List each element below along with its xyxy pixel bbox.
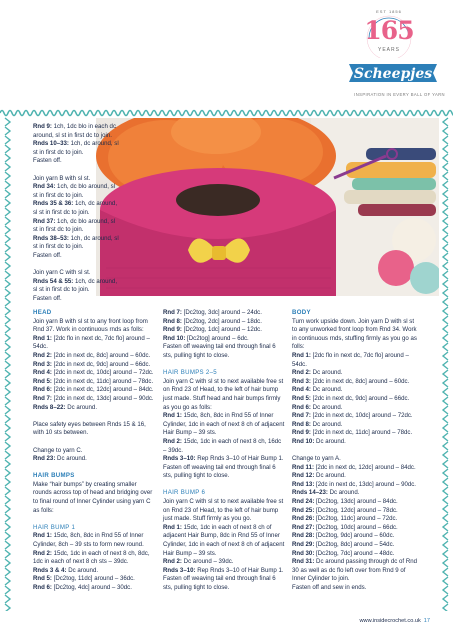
paragraph-gap [163, 481, 285, 490]
round-instruction: Rnd 34: 1ch, dc blo around, sl st in first dc to join. [33, 183, 115, 199]
subsection-heading: HAIR BUMPS 2–5 [163, 369, 217, 377]
round-instruction: Rnd 30: [Dc2tog, 7dc] around – 48dc. [292, 549, 395, 557]
instruction-text: Fasten off. [33, 251, 62, 259]
chevron-mark [5, 550, 10, 558]
round-instruction: Rnd 2: [2dc in next dc, 8dc] around – 60dc. [33, 351, 151, 359]
round-instruction: Rnds 14–23: Dc around. [292, 489, 360, 497]
round-instruction: Rnd 6: [2dc in next dc, 12dc] around – 84dc. [33, 386, 154, 394]
chevron-mark [5, 253, 10, 261]
round-label: Rnd 2: [163, 558, 182, 566]
chevron-mark [443, 550, 448, 558]
chevron-mark [443, 586, 448, 594]
brand-wordmark [345, 60, 441, 86]
hair-bumps-column [163, 309, 285, 593]
paragraph-gap [33, 464, 155, 473]
chevron-mark [5, 415, 10, 423]
chevron-mark [5, 352, 10, 360]
chevron-mark [5, 577, 10, 585]
round-label: Rnd 9: [292, 429, 311, 437]
chevron-mark [5, 307, 10, 315]
round-instruction: Rnd 5: [2dc in next dc, 11dc] around – 78dc. [33, 377, 154, 385]
chevron-mark [443, 595, 448, 603]
chevron-mark [5, 379, 10, 387]
chevron-mark [443, 244, 448, 252]
round-instruction: Rnd 12: Dc around. [292, 472, 346, 480]
chevron-mark [443, 424, 448, 432]
chevron-mark [5, 316, 10, 324]
chevron-mark [443, 352, 448, 360]
round-instruction: Rnd 10: Dc around. [292, 437, 346, 445]
round-label: Rnds 38–53: [33, 234, 69, 242]
chevron-mark [5, 487, 10, 495]
chevron-mark [5, 433, 10, 441]
instruction-text: Join yarn B with sl st to any front loop from Rnd 37. Work in continuous rnds as folls: [33, 317, 148, 334]
round-label: Rnd 12: [292, 472, 315, 480]
paragraph-gap [33, 412, 155, 421]
round-label: Rnd 30: [292, 549, 315, 557]
chevron-mark [5, 397, 10, 405]
chevron-mark [5, 145, 10, 153]
crochet-toy-photo [96, 118, 439, 296]
intro-column [33, 123, 121, 303]
round-label: Rnd 28: [292, 532, 315, 540]
chevron-mark [443, 559, 448, 567]
round-label: Rnd 6: [33, 386, 52, 394]
chevron-mark [5, 262, 10, 270]
round-instruction: Rnd 31: Dc around passing through dc of Rnd 30 as well as dc flo left over from Rnd 9 of Inner Cylinder to join. [292, 558, 418, 583]
round-label: Rnd 8: [292, 420, 311, 428]
round-instruction: Rnd 1: [2dc flo in next dc, 7dc flo] around – 54dc. [33, 334, 150, 351]
round-label: Rnd 6: [33, 584, 52, 591]
chevron-mark [443, 163, 448, 171]
round-label: Rnd 37: [33, 217, 56, 225]
chevron-mark [5, 469, 10, 477]
chevron-mark [5, 280, 10, 288]
paragraph-gap [163, 361, 285, 370]
round-label: Rnd 1: [163, 412, 182, 420]
round-instruction: Rnd 6: Dc around. [292, 403, 343, 411]
paragraph-gap [33, 515, 155, 524]
round-label: Rnd 34: [33, 183, 56, 191]
chevron-mark [443, 487, 448, 495]
round-label: Rnd 4: [292, 386, 311, 394]
brand-tagline: INSPIRATION IN EVERY BALL OF YARN [354, 92, 445, 97]
round-label: Rnd 29: [292, 541, 315, 549]
round-label: Rnd 31: [292, 558, 315, 566]
round-label: Rnds 3 & 4: [33, 566, 67, 574]
round-label: Rnd 4: [33, 369, 52, 377]
chevron-mark [443, 532, 448, 540]
chevron-mark [443, 271, 448, 279]
chevron-mark [443, 523, 448, 531]
scheepjes-logo [345, 8, 447, 108]
round-label: Rnd 10: [163, 334, 186, 342]
chevron-mark [443, 577, 448, 585]
chevron-mark [443, 208, 448, 216]
chevron-mark [443, 370, 448, 378]
instruction-text: Fasten off weaving tail end through final 6 sts, pulling tight to close. [163, 343, 276, 359]
chevron-mark [443, 199, 448, 207]
chevron-mark [443, 325, 448, 333]
round-label: Rnd 9: [33, 123, 52, 130]
instruction-text: Fasten off. [33, 157, 62, 165]
page-number: 17 [423, 618, 430, 624]
round-instruction: Rnd 3: [2dc in next dc, 9dc] around – 66dc. [33, 360, 151, 368]
round-label: Rnds 3–10: [163, 566, 196, 574]
round-instruction: Rnd 7: [2dc in next dc, 10dc] around – 72dc. [292, 412, 413, 420]
paragraph-gap [292, 447, 417, 456]
section-heading: HEAD [33, 309, 52, 316]
round-instruction: Rnd 27: [Dc2tog, 10dc] around – 66dc. [292, 523, 398, 531]
chevron-mark [5, 163, 10, 171]
round-label: Rnd 10: [292, 437, 315, 445]
badge-years: YEARS [378, 47, 400, 53]
chevron-mark [5, 559, 10, 567]
round-instruction: Rnd 7: [2dc in next dc, 13dc] around – 90dc. [33, 394, 154, 402]
chevron-mark [5, 154, 10, 162]
page-footer [310, 618, 430, 624]
round-instruction: Rnd 2: 15dc, 1dc in each of next 8 ch, 8dc, 1dc in each of next 8 ch sts – 39dc. [33, 549, 150, 566]
chevron-mark [443, 136, 448, 144]
round-label: Rnd 2: [33, 351, 52, 359]
instruction-text: Make “hair bumps” by creating smaller rounds across top of head and bridging over to final round of Inner Cylinder using yarn C as folls: [33, 480, 153, 514]
round-label: Rnd 7: [292, 412, 311, 420]
chevron-mark [443, 388, 448, 396]
round-instruction: Rnd 4: Dc around. [292, 386, 343, 394]
round-instruction: Rnd 1: [2dc flo in next dc, 7dc flo] around – 54dc. [292, 351, 409, 368]
chevron-mark [443, 460, 448, 468]
round-instruction: Rnd 24: [Dc2tog, 13dc] around – 84dc. [292, 498, 398, 506]
footer-url[interactable]: www.insidecrochet.co.uk [359, 618, 421, 624]
chevron-mark [5, 442, 10, 450]
round-instruction: Rnd 2: Dc around. [292, 369, 343, 377]
chevron-mark [443, 451, 448, 459]
chevron-mark [5, 541, 10, 549]
instruction-text: Fasten off. [33, 294, 62, 302]
chevron-mark [443, 442, 448, 450]
round-instruction: Rnd 9: [2dc in next dc, 11dc] around – 78dc. [292, 429, 413, 437]
round-instruction: Rnds 3–10: Rep Rnds 3–10 of Hair Bump 1. Fasten off weaving tail end through final 6 sts, pulling tight to close. [163, 566, 284, 591]
round-instruction: Rnd 6: [Dc2tog, 4dc] around – 30dc. [33, 584, 132, 591]
instruction-text: Join yarn B with sl st. [33, 174, 91, 182]
chevron-mark [5, 271, 10, 279]
chevron-mark [5, 604, 10, 611]
chevron-mark [5, 325, 10, 333]
round-label: Rnd 24: [292, 498, 315, 506]
chevron-mark [5, 235, 10, 243]
chevron-mark [443, 496, 448, 504]
chevron-mark [5, 208, 10, 216]
round-label: Rnd 2: [33, 549, 52, 557]
chevron-mark [5, 478, 10, 486]
round-instruction: Rnd 11: [2dc in next dc, 12dc] around – 84dc. [292, 463, 416, 471]
round-instruction: Rnds 10–33: 1ch, dc around, sl st in first dc to join. [33, 140, 119, 156]
round-instruction: Rnd 8: Dc around. [292, 420, 343, 428]
round-instruction: Rnds 54 & 55: 1ch, dc around, sl st in first dc to join. [33, 277, 118, 294]
instruction-text: Place safety eyes between Rnds 15 & 16, with 10 sts between. [33, 420, 146, 437]
chevron-mark [443, 280, 448, 288]
instruction-text: Turn work upside down. Join yarn D with sl st to any unworked front loop from Rnd 34. Work in continuous rnds, stuffing firmly as you go as folls: [292, 317, 417, 351]
round-instruction: Rnd 1: 15dc, 1dc in each of next 8 ch of adjacent Hair Bump, 8dc in Rnd 55 of Inner Cylinder, 1dc in each of next 8 ch of adjacent Hair Bump – 39 sts. [163, 523, 285, 557]
chevron-mark [5, 127, 10, 135]
section-heading: HAIR BUMPS [33, 472, 75, 480]
round-instruction: Rnd 2: Dc around – 39dc. [163, 558, 234, 566]
chevron-mark [5, 199, 10, 207]
chevron-mark [443, 568, 448, 576]
round-instruction: Rnd 28: [Dc2tog, 9dc] around – 60dc. [292, 532, 395, 540]
paragraph-gap [33, 438, 155, 447]
round-label: Rnd 25: [292, 506, 315, 514]
instruction-text: Join yarn C with sl st to next available free st on Rnd 23 of Head, to the left of hair bump just made. Stuff head and hair bumps firmly as you go as folls: [163, 377, 284, 411]
chevron-mark [5, 586, 10, 594]
round-label: Rnd 5: [292, 394, 311, 402]
round-label: Rnd 7: [163, 309, 182, 316]
chevron-mark [5, 244, 10, 252]
chevron-mark [5, 289, 10, 297]
chevron-mark [5, 514, 10, 522]
round-label: Rnd 27: [292, 523, 315, 531]
chevron-mark [443, 433, 448, 441]
round-instruction: Rnd 9: [Dc2tog, 1dc] around – 12dc. [163, 326, 262, 334]
round-label: Rnd 5: [33, 575, 52, 583]
chevron-mark [443, 343, 448, 351]
chevron-mark [443, 379, 448, 387]
chevron-mark [5, 172, 10, 180]
round-label: Rnds 35 & 36: [33, 200, 74, 208]
chevron-mark [5, 424, 10, 432]
round-instruction: Rnds 8–22: Dc around. [33, 403, 98, 411]
round-label: Rnd 13: [292, 480, 315, 488]
round-instruction: Rnd 37: 1ch, dc blo around, sl st in first dc to join. [33, 217, 115, 234]
chevron-mark [5, 451, 10, 459]
round-instruction: Rnd 25: [Dc2tog, 12dc] around – 78dc. [292, 506, 398, 514]
chevron-mark [443, 118, 448, 126]
round-label: Rnd 8: [163, 317, 182, 325]
round-instruction: Rnd 1: 15dc, 8ch, 8dc in Rnd 55 of Inner Cylinder, 8ch – 39 sts to form new round. [33, 532, 144, 549]
round-label: Rnds 3–10: [163, 455, 196, 463]
chevron-mark [443, 307, 448, 315]
round-label: Rnd 7: [33, 394, 52, 402]
round-label: Rnd 9: [163, 326, 182, 334]
round-label: Rnds 8–22: [33, 403, 66, 411]
chevron-mark [443, 415, 448, 423]
round-label: Rnd 1: [292, 351, 311, 359]
chevron-mark [443, 604, 448, 611]
chevron-mark [5, 406, 10, 414]
round-label: Rnd 1: [33, 334, 52, 342]
round-instruction: Rnds 3–10: Rep Rnds 3–10 of Hair Bump 1. Fasten off weaving tail end through final 6 sts, pulling tight to close. [163, 455, 284, 480]
round-instruction: Rnd 2: 15dc, 1dc in each of next 8 ch, 16dc – 39dc. [163, 437, 282, 454]
body-column [292, 309, 417, 593]
round-label: Rnd 2: [163, 437, 182, 445]
round-instruction: Rnd 7: [Dc2tog, 3dc] around – 24dc. [163, 309, 262, 316]
round-instruction: Rnd 4: [2dc in next dc, 10dc] around – 72dc. [33, 369, 154, 377]
round-instruction: Rnd 3: [2dc in next dc, 8dc] around – 60dc. [292, 377, 410, 385]
chevron-mark [443, 217, 448, 225]
right-chevron-border [439, 116, 453, 611]
chevron-mark [5, 136, 10, 144]
chevron-mark [443, 127, 448, 135]
chevron-mark [443, 145, 448, 153]
badge-est: EST 1856 [376, 9, 402, 14]
round-label: Rnd 1: [163, 523, 182, 531]
instruction-text: Join yarn C with sl st. [33, 269, 91, 277]
instruction-text: Change to yarn C. [33, 446, 83, 454]
chevron-mark [5, 334, 10, 342]
subsection-heading: HAIR BUMP 1 [33, 523, 76, 531]
paragraph-gap [33, 261, 121, 270]
chevron-mark [443, 397, 448, 405]
round-instruction: Rnd 29: [Dc2tog, 8dc] around – 54dc. [292, 541, 395, 549]
chevron-mark [443, 298, 448, 306]
round-instruction: Rnd 5: [Dc2tog, 11dc] around – 36dc. [33, 575, 135, 583]
round-instruction: Rnd 1: 15dc, 8ch, 8dc in Rnd 55 of Inner Cylinder, 1dc in each of next 8 ch of adjacent Hair Bump – 39 sts. [163, 412, 285, 437]
chevron-mark [5, 388, 10, 396]
chevron-mark [5, 343, 10, 351]
instruction-text: Fasten off and sew in ends. [292, 584, 367, 591]
round-label: Rnd 5: [33, 377, 52, 385]
chevron-mark [5, 361, 10, 369]
badge-number: 165 [364, 16, 414, 45]
chevron-mark [443, 334, 448, 342]
chevron-mark [5, 496, 10, 504]
round-label: Rnd 1: [33, 532, 52, 540]
paragraph-gap [33, 166, 121, 175]
chevron-mark [443, 181, 448, 189]
chevron-mark [443, 406, 448, 414]
instruction-text: Join yarn C with sl st to next available free st on Rnd 23 of Head, to the left of hair bump just made. Stuff firmly as you go. [163, 498, 284, 523]
chevron-mark [5, 370, 10, 378]
chevron-mark [443, 316, 448, 324]
chevron-mark [443, 226, 448, 234]
chevron-mark [5, 190, 10, 198]
chevron-mark [443, 541, 448, 549]
chevron-mark [443, 253, 448, 261]
round-instruction: Rnd 26: [Dc2tog, 11dc] around – 72dc. [292, 515, 398, 523]
chevron-mark [5, 532, 10, 540]
round-label: Rnd 6: [292, 403, 311, 411]
round-instruction: Rnd 8: [Dc2tog, 2dc] around – 18dc. [163, 317, 262, 325]
chevron-mark [5, 181, 10, 189]
round-label: Rnd 3: [33, 360, 52, 368]
chevron-mark [5, 595, 10, 603]
section-heading: BODY [292, 309, 311, 316]
chevron-mark [443, 514, 448, 522]
chevron-mark [5, 568, 10, 576]
round-instruction: Rnds 38–53: 1ch, dc around, sl st in first dc to join. [33, 234, 119, 251]
chevron-mark [443, 478, 448, 486]
chevron-mark [5, 118, 10, 126]
chevron-mark [5, 226, 10, 234]
chevron-mark [443, 262, 448, 270]
round-label: Rnd 26: [292, 515, 315, 523]
round-instruction: Rnds 3 & 4: Dc around. [33, 566, 99, 574]
chevron-mark [443, 289, 448, 297]
chevron-mark [443, 361, 448, 369]
round-instruction: Rnd 5: [2dc in next dc, 9dc] around – 66dc. [292, 394, 410, 402]
round-label: Rnds 14–23: [292, 489, 328, 497]
round-label: Rnds 54 & 55: [33, 277, 74, 285]
round-label: Rnd 23: [33, 455, 56, 463]
round-instruction: Rnd 23: Dc around. [33, 455, 87, 463]
subsection-heading: HAIR BUMP 6 [163, 489, 206, 497]
instruction-text: Change to yarn A. [292, 455, 341, 463]
chevron-mark [443, 190, 448, 198]
chevron-mark [443, 172, 448, 180]
chevron-mark [5, 505, 10, 513]
chevron-mark [5, 298, 10, 306]
left-chevron-border [0, 116, 14, 611]
chevron-mark [443, 154, 448, 162]
round-instruction: Rnd 9: 1ch, 1dc blo in each dc around, sl st in first dc to join. [33, 123, 116, 139]
round-instruction: Rnd 10: [Dc2tog] around – 6dc. [163, 334, 249, 342]
round-label: Rnd 11: [292, 463, 315, 471]
chevron-mark [5, 460, 10, 468]
chevron-mark [443, 469, 448, 477]
round-label: Rnd 3: [292, 377, 311, 385]
head-column [33, 309, 155, 593]
round-instruction: Rnd 13: [2dc in next dc, 13dc] around – 90dc. [292, 480, 416, 488]
round-label: Rnds 10–33: [33, 140, 69, 148]
chevron-mark [443, 235, 448, 243]
anniversary-badge [363, 8, 415, 64]
round-label: Rnd 2: [292, 369, 311, 377]
round-instruction: Rnds 35 & 36: 1ch, dc around, sl st in first dc to join. [33, 200, 118, 216]
chevron-mark [443, 505, 448, 513]
chevron-mark [5, 523, 10, 531]
svg-text:Scheepjes: Scheepjes [353, 66, 433, 82]
chevron-mark [5, 217, 10, 225]
